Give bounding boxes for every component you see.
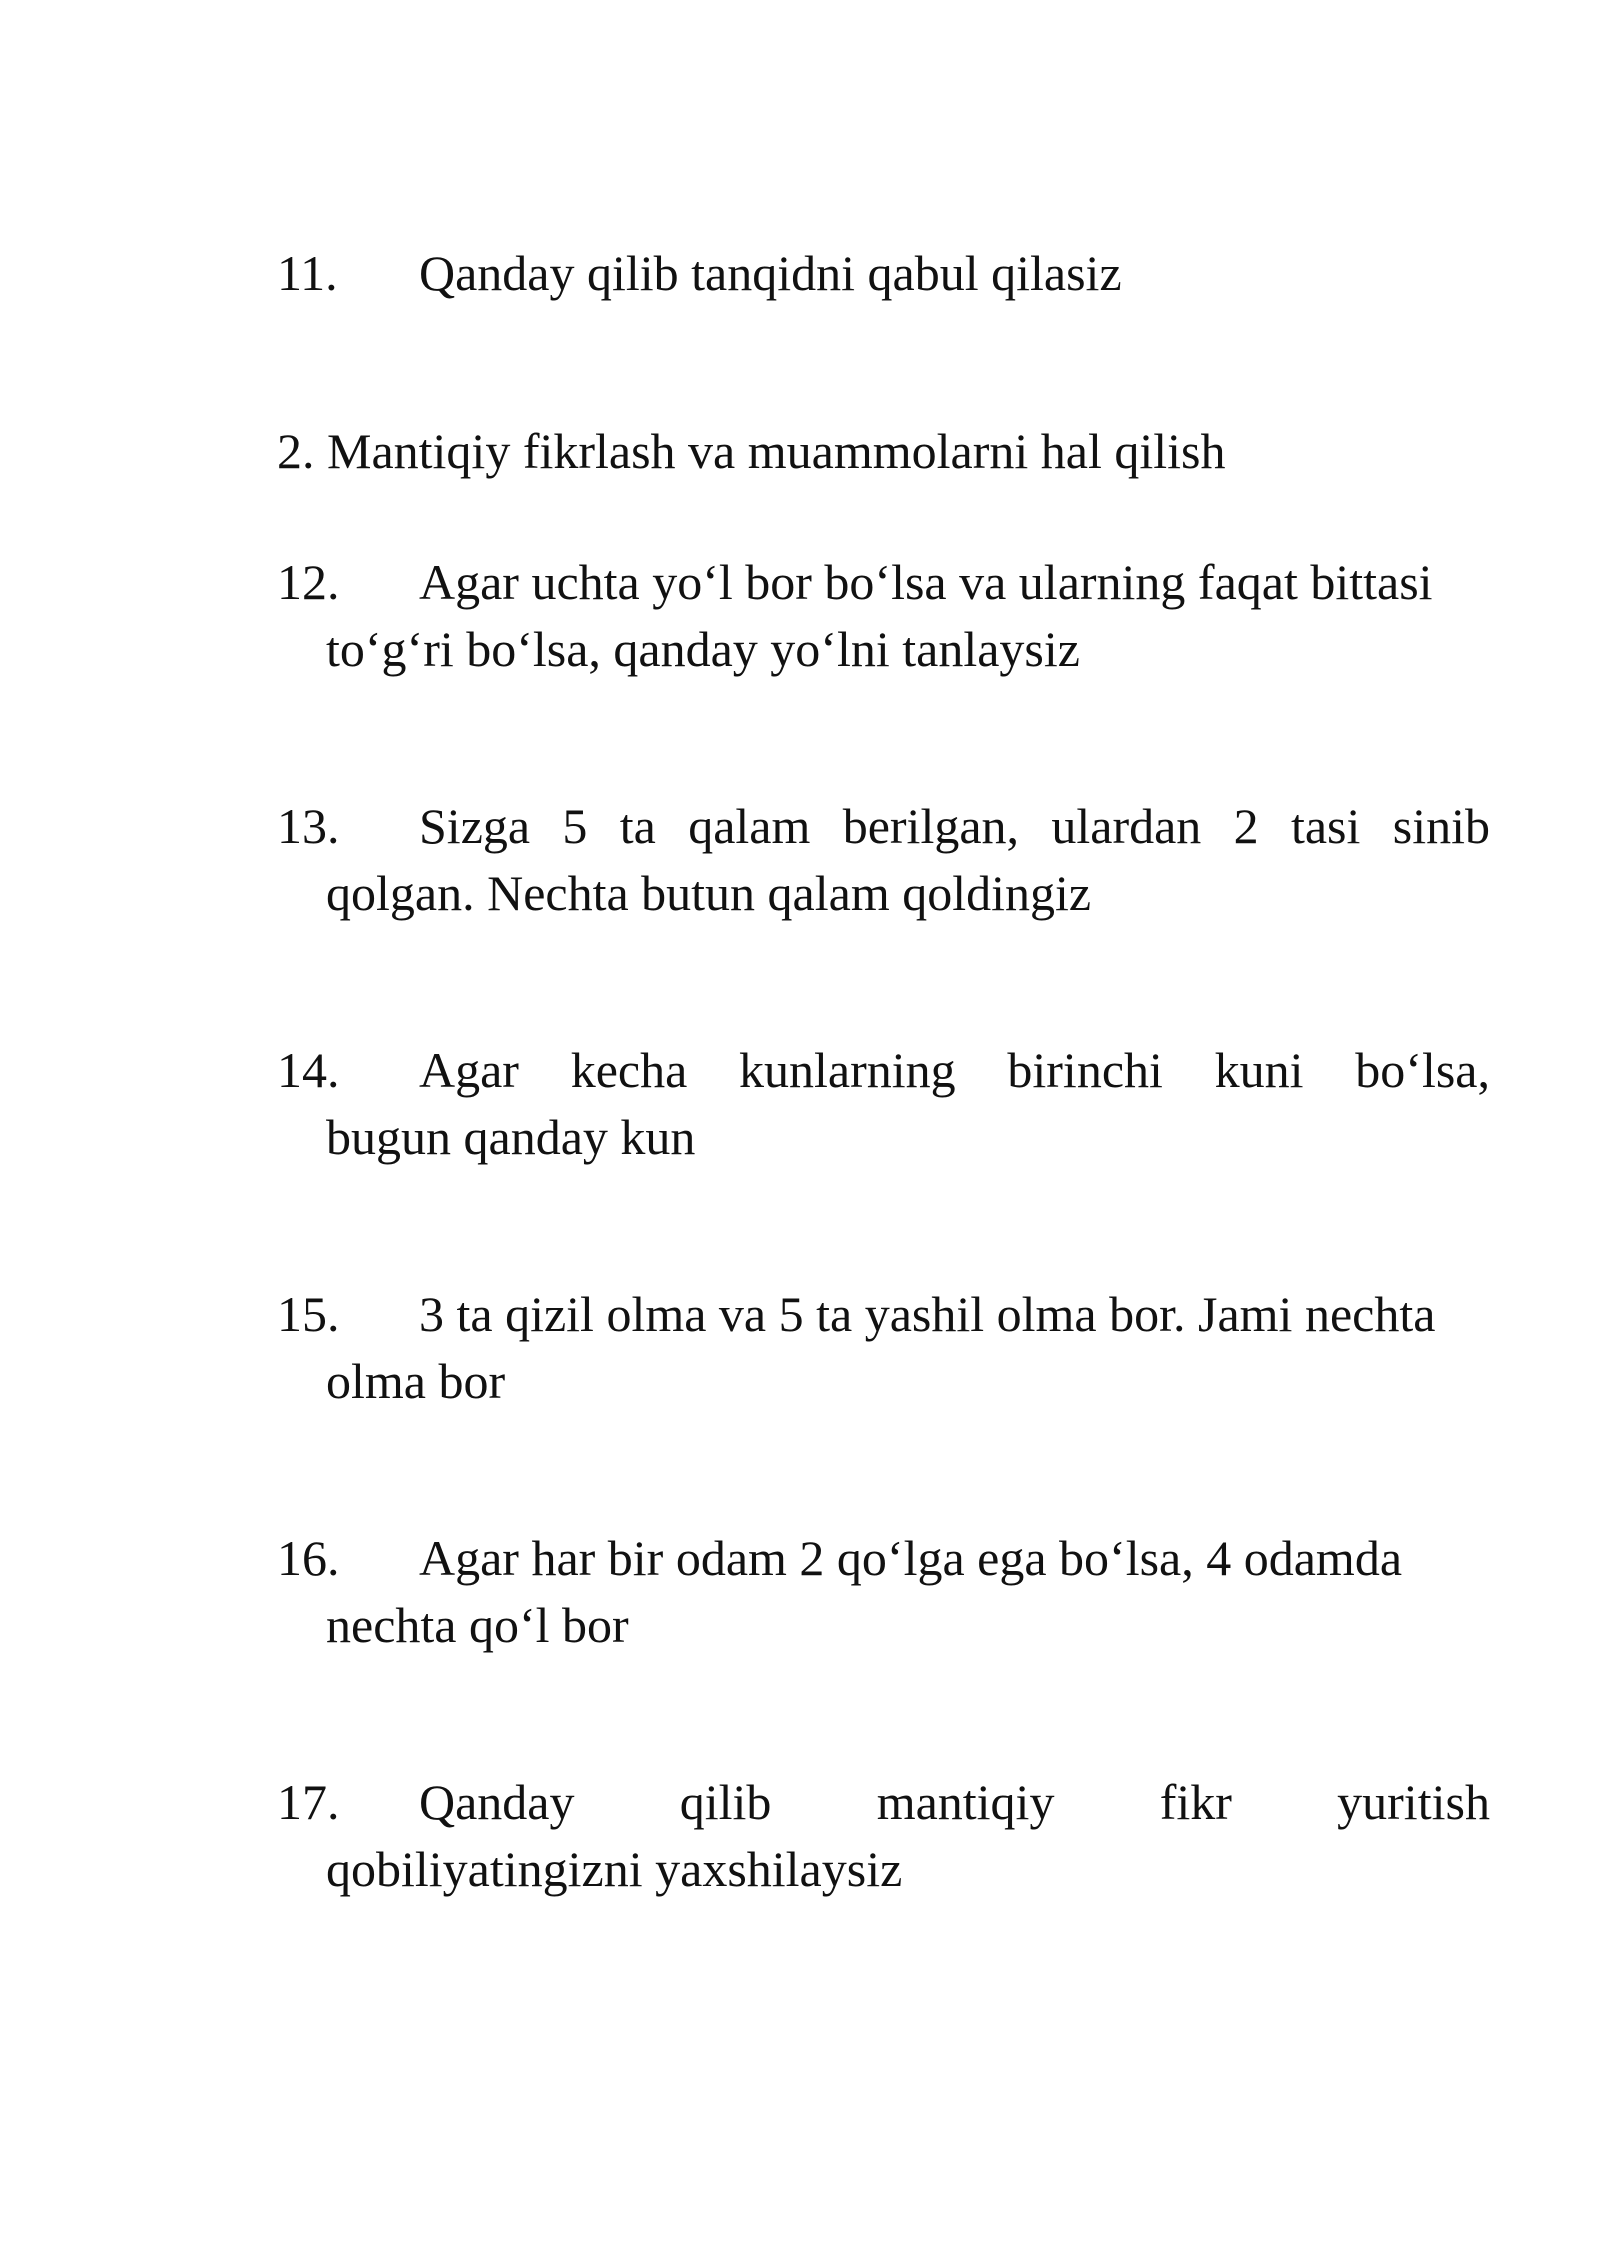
question-number: 12. <box>277 554 340 610</box>
question-text-line2: qolgan. Nechta butun qalam qoldingiz <box>326 865 1092 921</box>
question-number: 11. <box>277 245 338 301</box>
question-text-line2: to‘g‘ri bo‘lsa, qanday yo‘lni tanlaysiz <box>326 621 1080 677</box>
question-number: 17. <box>277 1774 340 1830</box>
question-text-line2: nechta qo‘l bor <box>326 1597 629 1653</box>
question-number: 16. <box>277 1530 340 1586</box>
question-number: 13. <box>277 798 340 854</box>
section-heading: 2. Mantiqiy fikrlash va muammolarni hal qilish <box>277 423 1226 479</box>
question-text: Qanday qilib tanqidni qabul qilasiz <box>419 245 1122 301</box>
word: Qanday <box>419 1774 575 1830</box>
question-text-line1: Agar kecha kunlarning birinchi kuni bo‘lsa, <box>419 1042 1490 1098</box>
question-text-line1 <box>419 1769 1490 1836</box>
question-number: 14. <box>277 1042 340 1098</box>
question-text-line1: Sizga 5 ta qalam berilgan, ulardan 2 tasi sinib <box>419 798 1490 854</box>
word: qilib <box>679 1774 772 1830</box>
question-text-line2: qobiliyatingizni yaxshilaysiz <box>326 1841 903 1897</box>
question-number: 15. <box>277 1286 340 1342</box>
word: yuritish <box>1337 1774 1490 1830</box>
question-text-line1: Agar har bir odam 2 qo‘lga ega bo‘lsa, 4 odamda <box>419 1530 1403 1586</box>
question-text-line1: 3 ta qizil olma va 5 ta yashil olma bor. Jami nechta <box>419 1286 1436 1342</box>
question-text-line1: Agar uchta yo‘l bor bo‘lsa va ularning faqat bittasi <box>419 554 1433 610</box>
question-text-line2: olma bor <box>326 1353 506 1409</box>
word: fikr <box>1159 1774 1232 1830</box>
word: mantiqiy <box>876 1774 1055 1830</box>
question-text-line2: bugun qanday kun <box>326 1109 696 1165</box>
